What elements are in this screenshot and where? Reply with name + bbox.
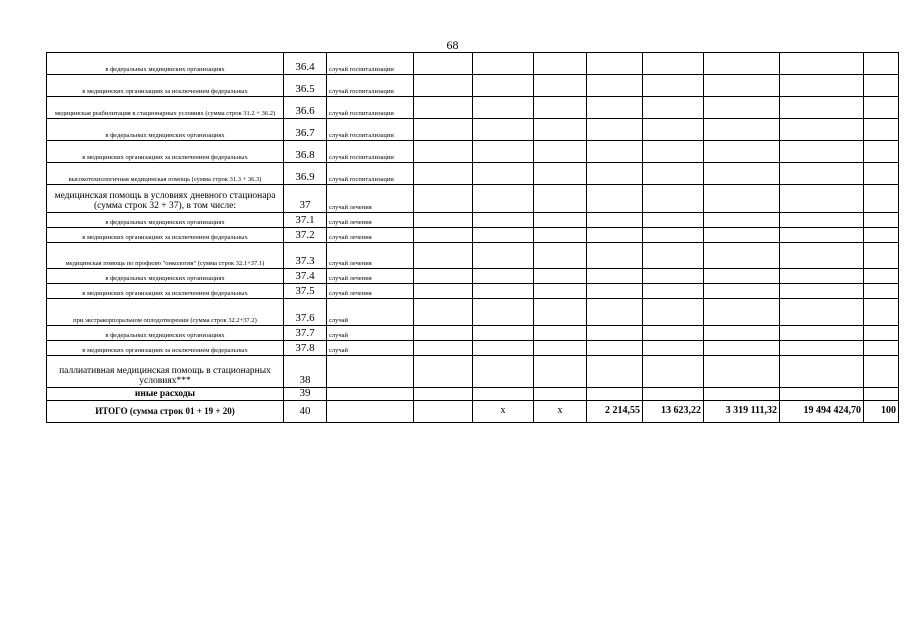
row-value xyxy=(473,97,534,119)
row-value xyxy=(704,299,780,326)
row-value xyxy=(780,75,864,97)
row-code: 37.5 xyxy=(284,284,327,299)
row-value xyxy=(534,213,587,228)
total-value: 100 xyxy=(864,401,899,423)
table-row xyxy=(47,141,899,163)
row-value xyxy=(643,356,704,388)
row-value xyxy=(473,75,534,97)
total-code: 40 xyxy=(284,401,327,423)
table-row xyxy=(47,326,899,341)
row-value xyxy=(643,163,704,185)
row-name: в федеральных медицинских организациях xyxy=(47,213,284,228)
row-value xyxy=(864,326,899,341)
row-code: 36.4 xyxy=(284,53,327,75)
row-value xyxy=(864,75,899,97)
financing-table xyxy=(46,52,899,423)
row-value xyxy=(780,185,864,213)
row-value xyxy=(704,97,780,119)
row-value xyxy=(587,97,643,119)
row-value xyxy=(643,341,704,356)
row-value xyxy=(587,269,643,284)
row-value xyxy=(414,269,473,284)
total-value: х xyxy=(473,401,534,423)
row-unit: случай госпитализации xyxy=(327,75,414,97)
row-name: паллиативная медицинская помощь в стационарных условиях*** xyxy=(47,356,284,388)
page-number: 68 xyxy=(446,38,459,52)
row-value xyxy=(780,228,864,243)
row-value xyxy=(587,299,643,326)
row-name: медицинская помощь по профилю "онкология" (сумма строк 32.1+37.1) xyxy=(47,243,284,269)
row-value xyxy=(780,326,864,341)
row-value xyxy=(643,388,704,401)
row-value xyxy=(587,388,643,401)
row-value xyxy=(534,243,587,269)
row-value xyxy=(587,163,643,185)
total-row xyxy=(47,401,899,423)
row-value xyxy=(780,356,864,388)
row-value xyxy=(534,141,587,163)
row-value xyxy=(864,53,899,75)
row-value xyxy=(534,97,587,119)
row-value xyxy=(534,326,587,341)
row-value xyxy=(473,53,534,75)
row-value xyxy=(414,243,473,269)
row-value xyxy=(473,356,534,388)
row-value xyxy=(704,356,780,388)
total-unit xyxy=(327,401,414,423)
table-row xyxy=(47,299,899,326)
row-value xyxy=(780,119,864,141)
row-value xyxy=(864,284,899,299)
row-unit xyxy=(327,388,414,401)
row-value xyxy=(473,284,534,299)
row-value xyxy=(587,141,643,163)
row-value xyxy=(587,228,643,243)
row-value xyxy=(704,141,780,163)
total-name: ИТОГО (сумма строк 01 + 19 + 20) xyxy=(47,401,284,423)
row-value xyxy=(643,243,704,269)
row-code: 37.8 xyxy=(284,341,327,356)
row-code: 37.6 xyxy=(284,299,327,326)
row-value xyxy=(587,75,643,97)
table-row xyxy=(47,213,899,228)
row-value xyxy=(473,299,534,326)
row-unit: случай госпитализации xyxy=(327,141,414,163)
row-value xyxy=(643,284,704,299)
row-value xyxy=(864,119,899,141)
table-row xyxy=(47,284,899,299)
row-value xyxy=(473,326,534,341)
row-value xyxy=(780,53,864,75)
row-value xyxy=(414,141,473,163)
row-value xyxy=(643,141,704,163)
row-value xyxy=(864,163,899,185)
table-row xyxy=(47,269,899,284)
total-value: 3 319 111,32 xyxy=(704,401,780,423)
row-value xyxy=(473,141,534,163)
row-value xyxy=(643,299,704,326)
row-value xyxy=(780,284,864,299)
row-unit xyxy=(327,356,414,388)
row-value xyxy=(587,356,643,388)
total-value: х xyxy=(534,401,587,423)
row-code: 36.7 xyxy=(284,119,327,141)
row-code: 38 xyxy=(284,356,327,388)
table-row xyxy=(47,119,899,141)
row-value xyxy=(414,388,473,401)
row-value xyxy=(534,299,587,326)
row-value xyxy=(534,119,587,141)
row-value xyxy=(414,228,473,243)
row-unit: случай госпитализации xyxy=(327,53,414,75)
row-code: 37 xyxy=(284,185,327,213)
table-row xyxy=(47,75,899,97)
row-unit: случай госпитализации xyxy=(327,119,414,141)
row-value xyxy=(643,326,704,341)
row-value xyxy=(643,97,704,119)
row-unit: случай лечения xyxy=(327,228,414,243)
row-value xyxy=(780,299,864,326)
row-value xyxy=(534,185,587,213)
row-value xyxy=(414,75,473,97)
row-value xyxy=(587,185,643,213)
row-value xyxy=(864,341,899,356)
row-value xyxy=(864,141,899,163)
row-name: в федеральных медицинских организациях xyxy=(47,326,284,341)
row-value xyxy=(473,243,534,269)
row-value xyxy=(473,213,534,228)
row-value xyxy=(704,326,780,341)
row-value xyxy=(780,97,864,119)
row-unit: случай лечения xyxy=(327,185,414,213)
row-value xyxy=(780,163,864,185)
row-code: 37.3 xyxy=(284,243,327,269)
table-row xyxy=(47,341,899,356)
row-name: медицинская реабилитация в стационарных условиях (сумма строк 31.2 + 36.2) xyxy=(47,97,284,119)
row-unit: случай xyxy=(327,341,414,356)
row-code: 37.7 xyxy=(284,326,327,341)
row-value xyxy=(704,341,780,356)
table-row xyxy=(47,185,899,213)
row-value xyxy=(534,388,587,401)
row-value xyxy=(864,213,899,228)
row-value xyxy=(587,53,643,75)
row-value xyxy=(704,75,780,97)
row-value xyxy=(414,341,473,356)
row-code: 37.2 xyxy=(284,228,327,243)
row-value xyxy=(864,228,899,243)
row-value xyxy=(534,75,587,97)
row-unit: случай госпитализации xyxy=(327,97,414,119)
row-unit: случай лечения xyxy=(327,269,414,284)
row-value xyxy=(704,185,780,213)
row-name: в медицинских организациях за исключением федеральных xyxy=(47,141,284,163)
row-value xyxy=(864,269,899,284)
row-value xyxy=(643,269,704,284)
row-value xyxy=(414,185,473,213)
row-value xyxy=(414,213,473,228)
row-value xyxy=(780,213,864,228)
row-code: 37.4 xyxy=(284,269,327,284)
row-value xyxy=(704,213,780,228)
total-value: 19 494 424,70 xyxy=(780,401,864,423)
row-name: высокотехнологичная медицинская помощь (сумма строк 31.3 + 36.3) xyxy=(47,163,284,185)
row-value xyxy=(864,388,899,401)
row-value xyxy=(864,356,899,388)
row-value xyxy=(864,185,899,213)
row-value xyxy=(704,228,780,243)
row-value xyxy=(780,388,864,401)
row-value xyxy=(534,269,587,284)
row-value xyxy=(473,341,534,356)
row-value xyxy=(704,119,780,141)
row-unit: случай xyxy=(327,326,414,341)
row-value xyxy=(643,75,704,97)
row-unit: случай госпитализации xyxy=(327,163,414,185)
row-value xyxy=(704,163,780,185)
row-value xyxy=(414,356,473,388)
row-name: в медицинских организациях за исключением федеральных xyxy=(47,228,284,243)
row-value xyxy=(643,53,704,75)
row-name: медицинская помощь в условиях дневного стационара (сумма строк 32 + 37), в том числе: xyxy=(47,185,284,213)
table-row xyxy=(47,53,899,75)
row-name: в медицинских организациях за исключением федеральных xyxy=(47,284,284,299)
row-value xyxy=(704,243,780,269)
row-value xyxy=(780,141,864,163)
row-code: 36.9 xyxy=(284,163,327,185)
row-value xyxy=(780,269,864,284)
row-value xyxy=(864,299,899,326)
row-value xyxy=(587,213,643,228)
row-value xyxy=(414,299,473,326)
row-value xyxy=(534,163,587,185)
table-row xyxy=(47,243,899,269)
row-value xyxy=(534,228,587,243)
row-value xyxy=(587,341,643,356)
row-value xyxy=(643,185,704,213)
row-value xyxy=(414,326,473,341)
row-code: 37.1 xyxy=(284,213,327,228)
row-value xyxy=(704,53,780,75)
row-value xyxy=(704,284,780,299)
row-code: 39 xyxy=(284,388,327,401)
row-value xyxy=(473,119,534,141)
row-unit: случай лечения xyxy=(327,213,414,228)
table-row xyxy=(47,163,899,185)
row-value xyxy=(587,243,643,269)
table-row xyxy=(47,388,899,401)
table-row xyxy=(47,97,899,119)
row-value xyxy=(704,269,780,284)
row-value xyxy=(643,228,704,243)
row-value xyxy=(534,341,587,356)
row-code: 36.6 xyxy=(284,97,327,119)
total-value: 13 623,22 xyxy=(643,401,704,423)
total-value xyxy=(414,401,473,423)
row-value xyxy=(864,243,899,269)
row-value xyxy=(414,284,473,299)
row-name: в федеральных медицинских организациях xyxy=(47,269,284,284)
row-unit: случай лечения xyxy=(327,243,414,269)
row-value xyxy=(414,53,473,75)
row-code: 36.8 xyxy=(284,141,327,163)
row-value xyxy=(534,356,587,388)
row-name: в федеральных медицинских организациях xyxy=(47,53,284,75)
total-value: 2 214,55 xyxy=(587,401,643,423)
row-value xyxy=(704,388,780,401)
row-value xyxy=(534,53,587,75)
row-value xyxy=(534,284,587,299)
row-name: иные расходы xyxy=(47,388,284,401)
row-value xyxy=(473,163,534,185)
row-name: в федеральных медицинских организациях xyxy=(47,119,284,141)
row-value xyxy=(473,185,534,213)
row-code: 36.5 xyxy=(284,75,327,97)
row-value xyxy=(414,119,473,141)
row-value xyxy=(643,213,704,228)
row-unit: случай xyxy=(327,299,414,326)
table-row xyxy=(47,228,899,243)
row-value xyxy=(587,284,643,299)
row-value xyxy=(473,388,534,401)
row-name: в медицинских организациях за исключением федеральных xyxy=(47,75,284,97)
row-value xyxy=(780,341,864,356)
row-name: в медицинских организациях за исключением федеральных xyxy=(47,341,284,356)
row-value xyxy=(473,269,534,284)
row-value xyxy=(414,163,473,185)
table-row xyxy=(47,356,899,388)
row-value xyxy=(643,119,704,141)
row-value xyxy=(473,228,534,243)
row-unit: случай лечения xyxy=(327,284,414,299)
row-name: при экстракорпоральном оплодотворении (сумма строк 32.2+37.2) xyxy=(47,299,284,326)
row-value xyxy=(587,119,643,141)
row-value xyxy=(780,243,864,269)
row-value xyxy=(587,326,643,341)
row-value xyxy=(414,97,473,119)
row-value xyxy=(864,97,899,119)
